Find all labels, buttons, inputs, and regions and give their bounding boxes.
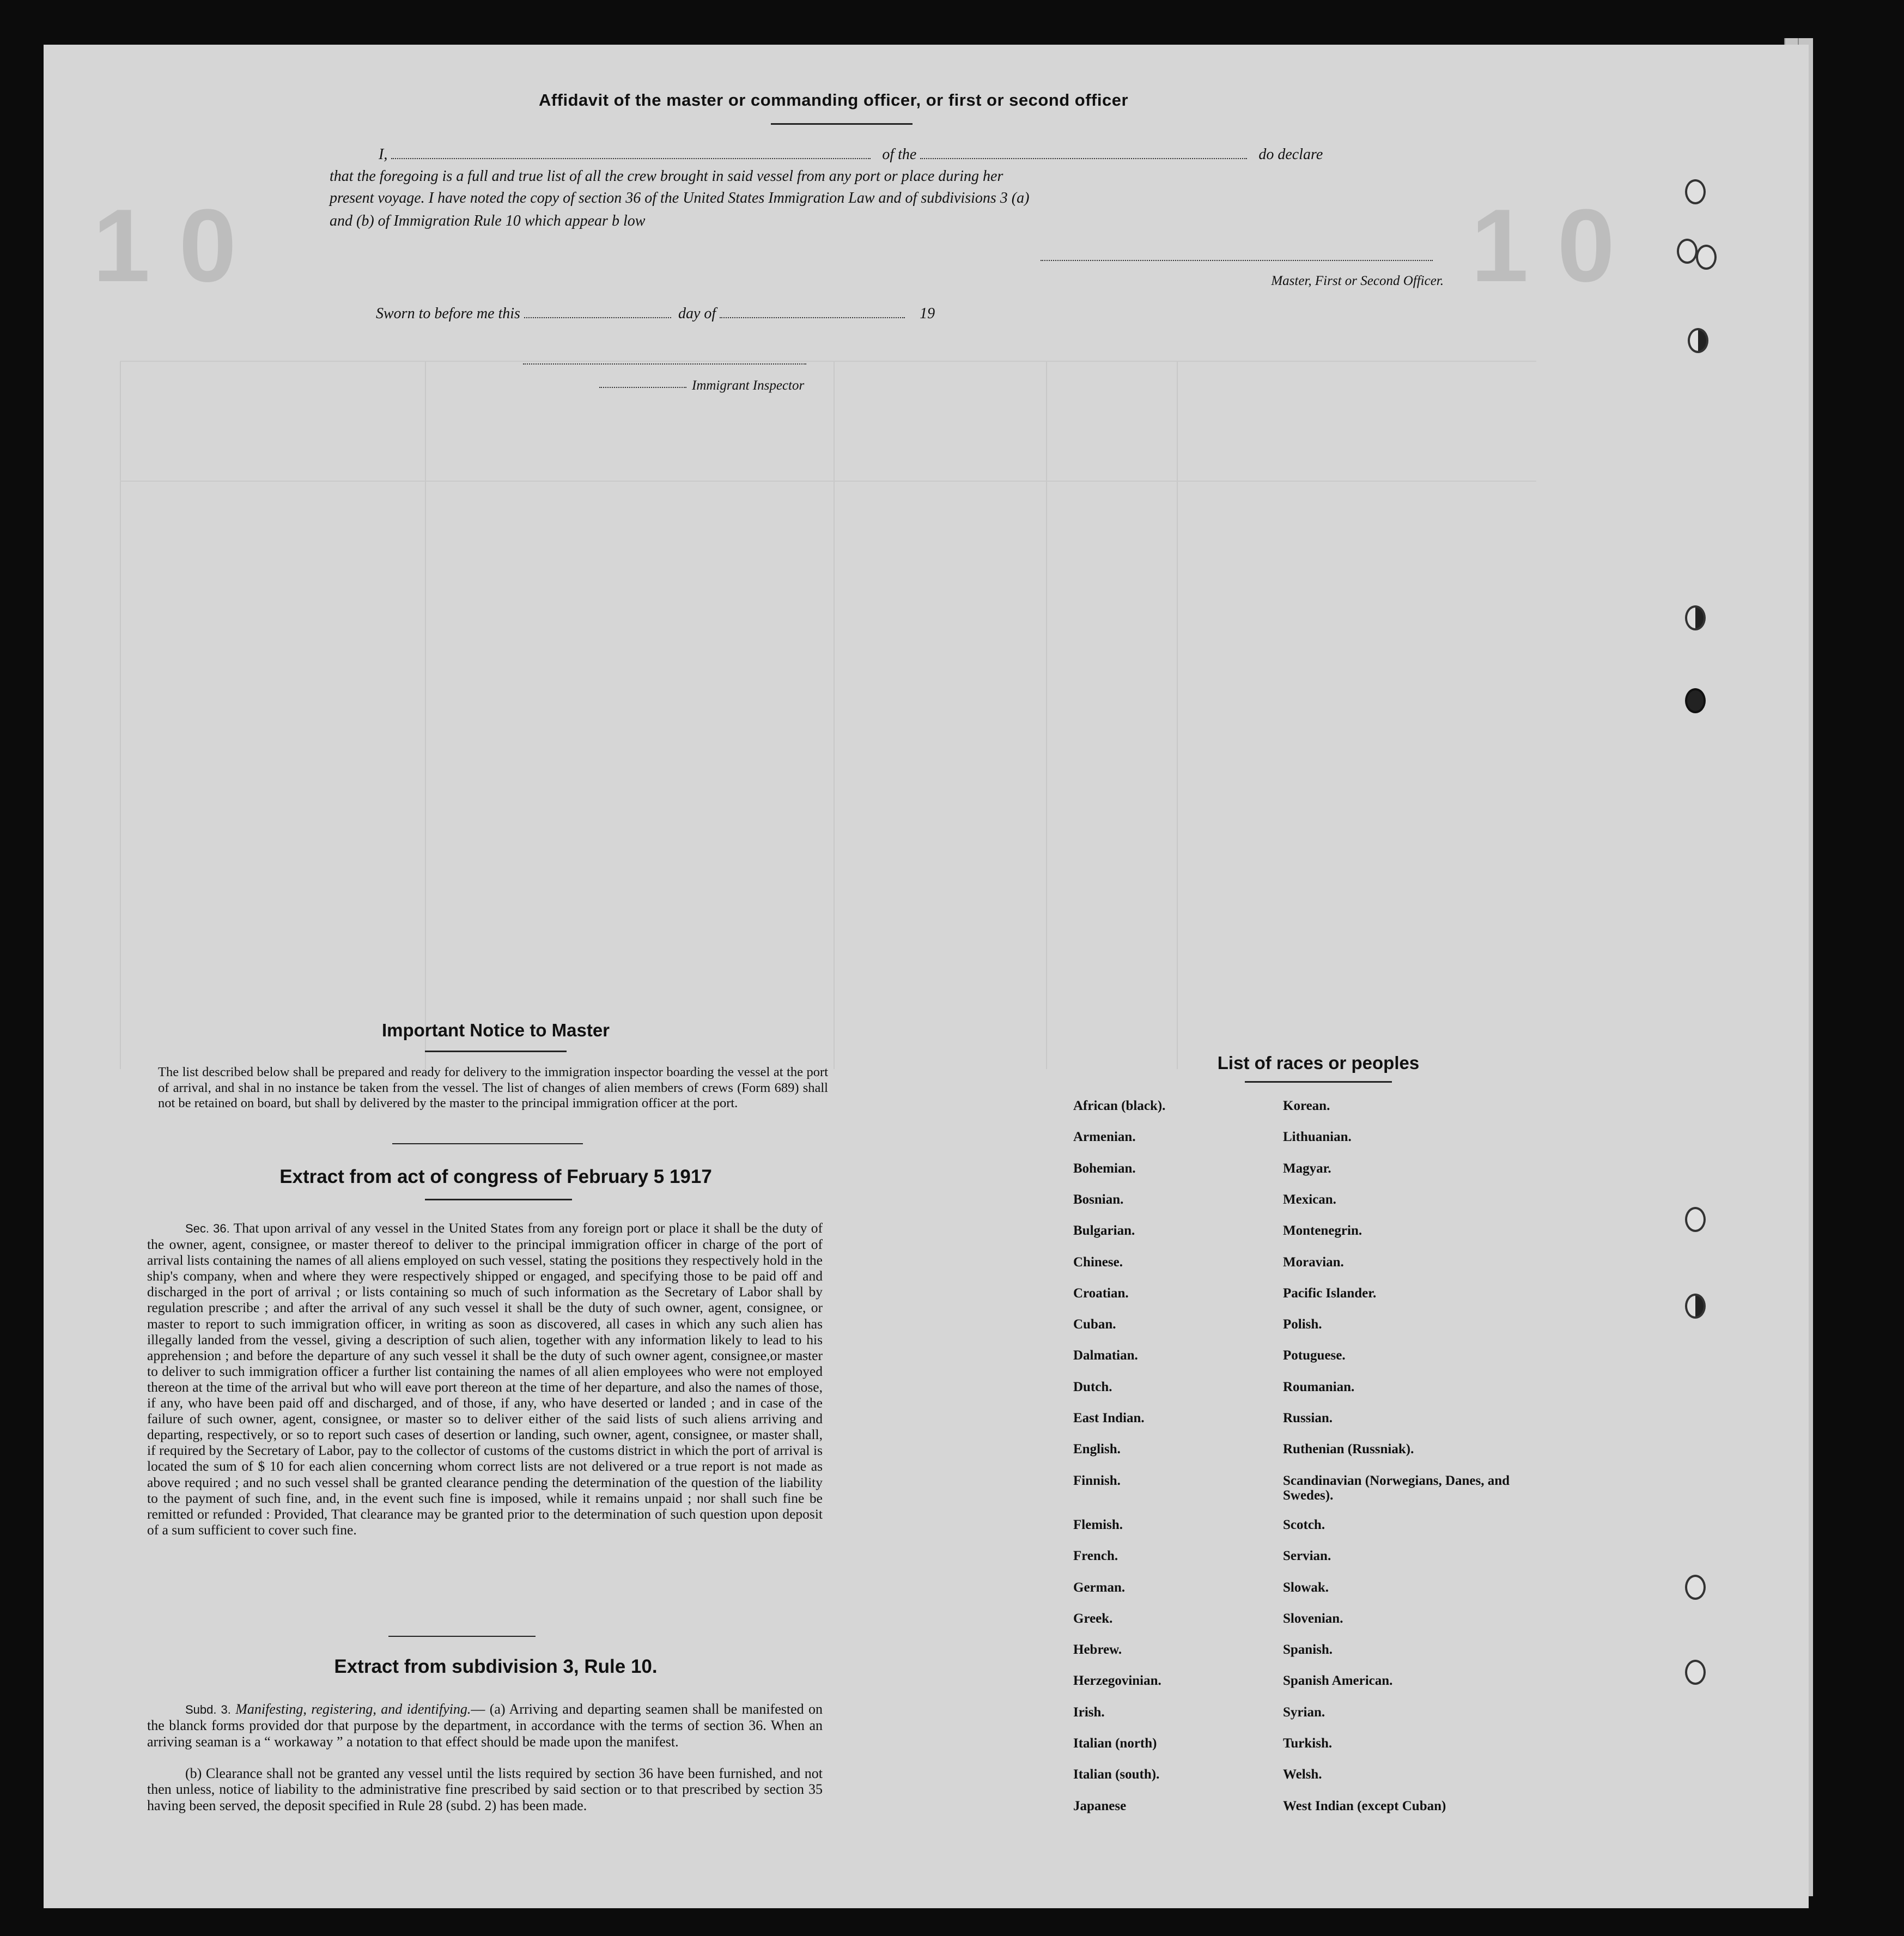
race-right-item: Potuguese.: [1283, 1348, 1346, 1363]
act-extract-title: Extract from act of congress of February 5 1917: [279, 1166, 712, 1187]
rule-extract-para-a: [147, 1701, 823, 1750]
race-left-item: English.: [1073, 1442, 1121, 1457]
inspector-signature-line[interactable]: [523, 363, 806, 365]
race-right-item: Ruthenian (Russniak).: [1283, 1442, 1414, 1457]
master-signature-line[interactable]: [1041, 260, 1433, 261]
sworn-line: [376, 305, 1193, 323]
inspector-caption: Immigrant Inspector: [692, 378, 805, 393]
affidavit-of-the-label: of the: [882, 146, 917, 163]
rule-subd-heading: Manifesting, registering, and identifying.: [235, 1701, 471, 1717]
race-right-item: Russian.: [1283, 1411, 1333, 1425]
race-left-item: African (black).: [1073, 1099, 1166, 1113]
act-extract-bottom-rule: [388, 1636, 536, 1637]
bleed-grid-line: [120, 361, 1536, 362]
bleed-grid-line: [120, 361, 121, 1069]
race-left-item: Dutch.: [1073, 1379, 1112, 1394]
bleed-grid-line: [425, 361, 426, 1069]
binder-hole: [1685, 1660, 1706, 1685]
race-left-item: Flemish.: [1073, 1517, 1123, 1532]
race-left-item: Bosnian.: [1073, 1192, 1124, 1207]
bleed-through-mark: 1 0: [93, 188, 237, 304]
rule-subd-label: Subd. 3.: [185, 1703, 231, 1716]
race-left-item: Bohemian.: [1073, 1161, 1136, 1176]
act-sec-body: That upon arrival of any vessel in the United States from any foreign port or place it shall be the duty of the owner, agent, consignee, or master thereof to deliver to the principal immigration officer in charge of the port of arrival lists containing the names of all aliens employed on such vessel, stating the positions they respectively hold in the ship's company, when and where they were respectively shipped or engaged, and specifying those to be paid off and discharged in the port of arrival ; or lists containing so much of such information as the Secretary of Labor shall by regulation prescribe ; and after the arrival of any such vessel it shall be the duty of such owner, agent, consignee, or master to report to such immigration officer, in writing as soon as discovered, all cases in which any such alien has illegally landed from the vessel, giving a description of such alien, together with any information likely to lead to his apprehension ; and before the departure of any such vessel it shall be the duty of such owner agent, consignee,or master to deliver to such immigration officer a further list containing the names of all alien employees who were not employed thereon at the time of the arrival but who will eave port thereon at the time of her departure, and also the names of those, if any, who have been paid off and discharged, and of those, if any, who have deserted or landed ; and in case of the failure of such owner, agent, consignee, or master so to deliver either of the said lists of such aliens arriving and departing, respectively, or so to report such cases of desertion or landing, such owner, agent, consignee, or master shall, if required by the Secretary of Labor, pay to the collector of customs of the customs district in which the port of arrival is located the sum of $ 10 for each alien concerning whom correct lists are not delivered or a true report is not made as above required ; and no such vessel shall be granted clearance pending the determination of the question of the liability to the payment of such fine, and, in the event such fine is imposed, while it remains unpaid ; nor shall such fine be remitted or refunded : Provided, That clearance may be granted prior to the determination of such question upon deposit of a sum sufficient to cover such fine.: [147, 1220, 823, 1538]
race-right-item: Slowak.: [1283, 1580, 1329, 1595]
master-signature-caption: Master, First or Second Officer.: [1271, 274, 1444, 288]
sworn-year-label: 19: [920, 305, 935, 322]
act-sec-label: Sec. 36.: [185, 1222, 230, 1235]
race-left-item: Hebrew.: [1073, 1642, 1122, 1658]
race-right-item: Spanish American.: [1283, 1673, 1393, 1689]
race-right-item: Korean.: [1283, 1099, 1330, 1113]
affidavit-i-label: I,: [379, 146, 388, 163]
race-left-item: Japanese: [1073, 1798, 1127, 1813]
race-right-item: Pacific Islander.: [1283, 1285, 1377, 1301]
document-page: [44, 45, 1809, 1908]
race-right-item: Spanish.: [1283, 1642, 1333, 1658]
bleed-through-mark: 1 0: [1471, 188, 1615, 304]
bleed-grid-line: [834, 361, 835, 1069]
race-left-item: Italian (north): [1073, 1736, 1157, 1751]
race-left-item: Armenian.: [1073, 1130, 1136, 1145]
races-title: List of races or peoples: [1217, 1053, 1420, 1073]
race-right-item: Turkish.: [1283, 1736, 1333, 1751]
rule-para-a-text: — (a) Arriving and departing seamen shall be manifested on the blanck forms provided dor that purpose by the department, in accordance with the terms of section 36. When an arriving seaman is a “ workaway ” a notation to that effect should be made upon the manifest.: [147, 1701, 823, 1750]
inspector-signature-line-short: [599, 387, 686, 388]
binder-hole: [1677, 239, 1698, 264]
race-right-item: Moravian.: [1283, 1254, 1344, 1270]
race-left-item: Herzegovinian.: [1073, 1673, 1161, 1689]
notice-bottom-rule: [392, 1143, 583, 1144]
affidavit-line-4: and (b) of Immigration Rule 10 which appear b low: [330, 213, 646, 229]
rule-extract-para-b: (b) Clearance shall not be granted any vessel until the lists required by section 36 have been furnished, and not then unless, notice of liability to the administrative fine prescribed by said section or to that prescribed by section 35 having been served, the deposit specified in Rule 28 (subd. 2) has been made.: [147, 1765, 823, 1813]
race-right-item: Magyar.: [1283, 1161, 1331, 1176]
race-left-item: German.: [1073, 1580, 1126, 1595]
notice-title: Important Notice to Master: [381, 1020, 610, 1040]
race-left-item: Bulgarian.: [1073, 1223, 1135, 1239]
sworn-label: Sworn to before me this: [376, 305, 520, 322]
race-left-item: Cuban.: [1073, 1317, 1116, 1332]
binder-hole: [1685, 1207, 1706, 1232]
race-right-item: Scandinavian (Norwegians, Danes, and Swedes).: [1283, 1473, 1510, 1503]
race-left-item: French.: [1073, 1549, 1118, 1564]
race-left-item: Chinese.: [1073, 1254, 1123, 1270]
bleed-grid-line: [1046, 361, 1047, 1069]
race-left-item: Croatian.: [1073, 1285, 1129, 1301]
binder-hole: [1685, 688, 1706, 713]
act-extract-text: [147, 1220, 823, 1538]
race-left-item: Italian (south).: [1073, 1767, 1160, 1782]
binder-hole: [1688, 328, 1708, 353]
races-title-rule: [1245, 1081, 1392, 1083]
affidavit-title: Affidavit of the master or commanding officer, or first or second officer: [538, 90, 1129, 110]
notice-title-rule: [425, 1051, 567, 1052]
binder-hole: [1696, 245, 1717, 270]
sworn-day-blank[interactable]: [524, 317, 671, 318]
affidavit-line-1: [379, 146, 1435, 163]
race-left-item: Dalmatian.: [1073, 1348, 1138, 1363]
race-right-item: Servian.: [1283, 1549, 1331, 1564]
race-right-item: Slovenian.: [1283, 1611, 1343, 1626]
bleed-grid-line: [120, 481, 1536, 482]
sworn-day-of-label: day of: [678, 305, 716, 322]
affidavit-name-blank[interactable]: [391, 158, 871, 159]
race-right-item: Syrian.: [1283, 1704, 1325, 1720]
race-left-item: Greek.: [1073, 1611, 1113, 1626]
binder-hole: [1685, 179, 1706, 204]
race-right-item: Scotch.: [1283, 1517, 1325, 1532]
sworn-month-blank[interactable]: [720, 317, 905, 318]
affidavit-declare-label: do declare: [1258, 146, 1323, 163]
race-left-item: Irish.: [1073, 1704, 1105, 1720]
race-right-item: Welsh.: [1283, 1767, 1322, 1782]
affidavit-title-rule: [771, 123, 913, 125]
affidavit-vessel-blank[interactable]: [920, 158, 1247, 159]
affidavit-line-3: present voyage. I have noted the copy of section 36 of the United States Immigration Law and of subdivisions 3 (a): [330, 190, 1030, 207]
race-left-item: East Indian.: [1073, 1411, 1145, 1425]
binder-hole: [1685, 1294, 1706, 1319]
binder-hole: [1685, 605, 1706, 630]
race-right-item: Lithuanian.: [1283, 1130, 1352, 1145]
race-right-item: West Indian (except Cuban): [1283, 1798, 1446, 1813]
act-extract-rule: [425, 1199, 572, 1200]
race-right-item: Polish.: [1283, 1317, 1322, 1332]
notice-text: The list described below shall be prepared and ready for delivery to the immigration inspector boarding the vessel at the port of arrival, and shal in no instance be taken from the vessel. The list of changes of alien members of crews (Form 689) shall not be retained on board, but shall by delivered by the master to the principal immigration officer at the port.: [158, 1065, 828, 1110]
race-right-item: Mexican.: [1283, 1192, 1336, 1207]
race-right-item: Roumanian.: [1283, 1379, 1355, 1394]
race-left-item: Finnish.: [1073, 1473, 1121, 1488]
binder-hole: [1685, 1575, 1706, 1600]
affidavit-line-2: that the foregoing is a full and true list of all the crew brought in said vessel from any port or place during her: [330, 168, 1003, 185]
rule-extract-title: Extract from subdivision 3, Rule 10.: [334, 1656, 658, 1677]
race-right-item: Montenegrin.: [1283, 1223, 1362, 1239]
bleed-grid-line: [1177, 361, 1178, 1069]
